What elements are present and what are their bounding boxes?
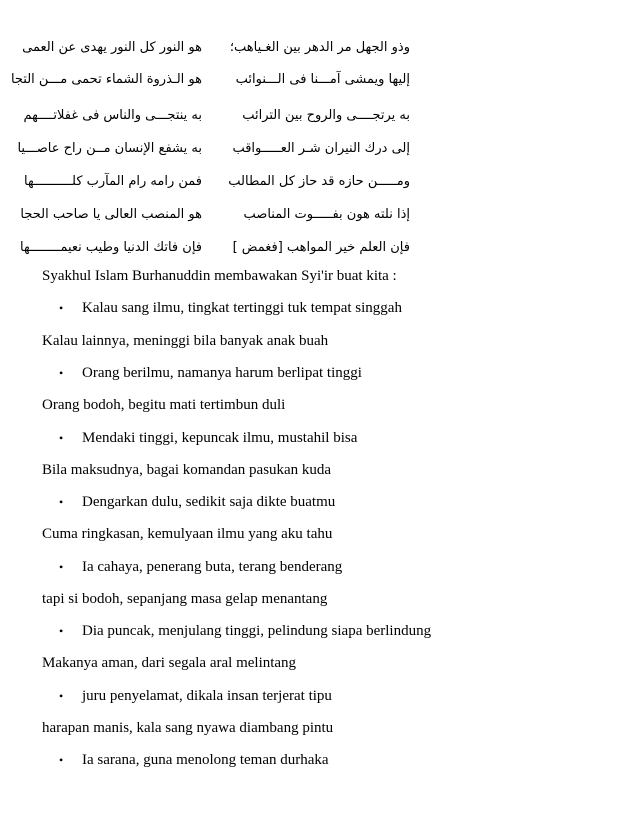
arabic-verse-row bbox=[0, 167, 638, 197]
arabic-verse-right: به يرتجــــى والروح بين الترائب bbox=[242, 108, 410, 123]
arabic-verse-row bbox=[0, 233, 638, 263]
arabic-verse-row bbox=[0, 101, 638, 131]
bullet-dot-icon: • bbox=[59, 689, 64, 703]
arabic-verse-row bbox=[0, 200, 638, 230]
arabic-verse-right: إذا نلته هون بفـــــوت المناصب bbox=[243, 207, 410, 222]
bullet-dot-icon: • bbox=[59, 301, 64, 315]
arabic-verse-left: هو المنصب العالى يا صاحب الحجا bbox=[20, 207, 202, 222]
verse-line: Orang bodoh, begitu mati tertimbun duli bbox=[42, 397, 286, 413]
arabic-verse-right: فإن العلم خير المواهب [فغمض ] bbox=[232, 240, 410, 255]
bullet-text: Dia puncak, menjulang tinggi, pelindung siapa berlindung bbox=[82, 623, 432, 639]
intro-text: Syakhul Islam Burhanuddin membawakan Syi'ir buat kita : bbox=[42, 268, 397, 284]
arabic-verse-left: فإن فاتك الدنيا وطيب نعيمــــــــها bbox=[20, 240, 202, 255]
bullet-text: Kalau sang ilmu, tingkat tertinggi tuk tempat singgah bbox=[82, 300, 402, 316]
verse-line: Makanya aman, dari segala aral melintang bbox=[42, 655, 297, 671]
bullet-text: Mendaki tinggi, kepuncak ilmu, mustahil bisa bbox=[82, 430, 358, 446]
verse-line: Bila maksudnya, bagai komandan pasukan kuda bbox=[42, 462, 332, 478]
arabic-verse-left: هو النور كل النور يهدى عن العمى bbox=[22, 40, 202, 55]
bullet-dot-icon: • bbox=[59, 366, 64, 380]
verse-line: harapan manis, kala sang nyawa diambang pintu bbox=[42, 720, 334, 736]
arabic-verse-left: به يشفع الإنسان مــن راح عاصـــيا bbox=[17, 141, 202, 156]
bullet-text: Ia sarana, guna menolong teman durhaka bbox=[82, 752, 329, 768]
arabic-verse-right: إليها ويمشى آمـــنا فى الـــنوائب bbox=[235, 72, 410, 87]
arabic-verse-right: ومـــــن حازه قد حاز كل المطالب bbox=[228, 174, 410, 189]
arabic-verse-left: به ينتجـــى والناس فى غفلاتــــهم bbox=[23, 108, 202, 123]
bullet-text: Dengarkan dulu, sedikit saja dikte buatmu bbox=[82, 494, 336, 510]
verse-line: Cuma ringkasan, kemulyaan ilmu yang aku tahu bbox=[42, 526, 333, 542]
bullet-dot-icon: • bbox=[59, 753, 64, 767]
arabic-verse-row bbox=[0, 65, 638, 95]
arabic-verse-left: فمن رامه رام المآرب كلــــــــــها bbox=[23, 174, 202, 189]
bullet-dot-icon: • bbox=[59, 624, 64, 638]
arabic-verse-right: إلى درك النيران شـر العـــــواقب bbox=[232, 141, 410, 156]
verse-line: Kalau lainnya, meninggi bila banyak anak buah bbox=[42, 333, 329, 349]
bullet-text: Ia cahaya, penerang buta, terang benderang bbox=[82, 559, 343, 575]
arabic-verse-row bbox=[0, 134, 638, 164]
bullet-text: Orang berilmu, namanya harum berlipat tinggi bbox=[82, 365, 362, 381]
bullet-text: juru penyelamat, dikala insan terjerat tipu bbox=[82, 688, 332, 704]
bullet-dot-icon: • bbox=[59, 431, 64, 445]
bullet-dot-icon: • bbox=[59, 560, 64, 574]
arabic-verse-left: هو الـذروة الشماء تحمى مـــن التجا bbox=[10, 72, 202, 87]
bullet-dot-icon: • bbox=[59, 495, 64, 509]
arabic-verse-row bbox=[0, 33, 638, 63]
arabic-verse-right: وذو الجهل مر الدهر بين الغـياهب؛ bbox=[229, 40, 410, 55]
verse-line: tapi si bodoh, sepanjang masa gelap menantang bbox=[42, 591, 328, 607]
